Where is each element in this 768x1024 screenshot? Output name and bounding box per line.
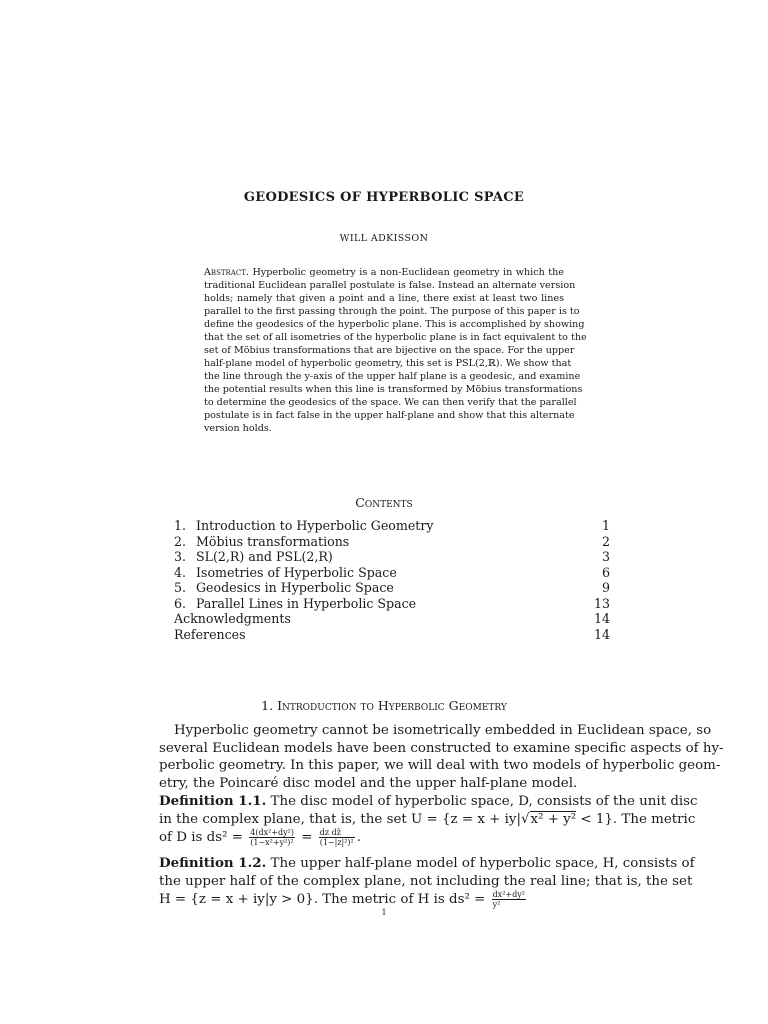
toc-entry[interactable] — [174, 518, 610, 534]
abstract-label: Abstract. — [204, 267, 249, 278]
definition-text: < 1}. The metric — [576, 811, 696, 827]
fraction-denominator: y² — [492, 900, 501, 909]
fraction-numerator: 4(dx²+dy²) — [250, 828, 294, 837]
intro-paragraph — [159, 722, 724, 792]
abstract-line: the potential results when this line is transformed by Möbius transformations — [204, 384, 583, 395]
table-of-contents — [174, 518, 610, 642]
abstract-line-1 — [204, 266, 564, 279]
definition-line: in the complex plane, that is, the set U = {z = x + iy|√x² + y² < 1}. The metric — [159, 811, 696, 827]
abstract-line: set of Möbius transformations that are bijective on the space. For the upper — [204, 345, 575, 356]
definition-label: Definition 1.1. — [159, 793, 267, 809]
abstract-line: that the set of all isometries of the hyperbolic plane is in fact equivalent to the — [204, 332, 587, 343]
toc-page: 14 — [593, 626, 610, 642]
paragraph-line: perbolic geometry. In this paper, we will deal with two models of hyperbolic geom- — [159, 758, 721, 773]
abstract-line: parallel to the first passing through the point. The purpose of this paper is to — [204, 306, 580, 317]
toc-page: 2 — [601, 533, 610, 549]
definition-text: = — [296, 830, 317, 845]
section-number: 1. — [261, 698, 274, 713]
abstract-line: postulate is in fact false in the upper half-plane and show that this alternate — [204, 410, 575, 421]
abstract-text: Hyperbolic geometry is a non-Euclidean geometry in which the — [252, 267, 564, 278]
toc-number: 2. — [174, 533, 187, 549]
toc-number: 1. — [174, 518, 187, 533]
fraction-denominator: (1−x²+y²)² — [250, 838, 294, 847]
toc-entry[interactable] — [174, 549, 610, 565]
toc-page: 14 — [593, 611, 610, 626]
toc-page: 9 — [601, 580, 610, 595]
author-name: WILL ADKISSON — [339, 233, 429, 244]
toc-title: References — [174, 626, 246, 642]
toc-title: SL(2,R) and PSL(2,R) — [196, 549, 333, 564]
fraction-denominator: (1−|z|²)² — [319, 838, 354, 847]
toc-number: 4. — [174, 564, 187, 580]
paragraph-line: several Euclidean models have been constructed to examine specific aspects of hy- — [159, 740, 724, 756]
definition-line — [159, 855, 695, 873]
metric-fraction — [492, 890, 526, 909]
definition-line: the upper half of the complex plane, not including the real line; that is, the set — [159, 873, 693, 889]
abstract-line: to determine the geodesics of the space. We can then verify that the parallel — [204, 397, 577, 408]
abstract-line: version holds. — [204, 423, 272, 434]
toc-title: Isometries of Hyperbolic Space — [196, 564, 397, 580]
definition-text: H = {z = x + iy|y > 0}. The metric of H is ds² = — [159, 892, 490, 907]
abstract-line: half-plane model of hyperbolic geometry, this set is PSL(2,ℝ). We show that — [204, 358, 572, 369]
toc-number: 3. — [174, 549, 187, 564]
definition-text: of D is ds² = — [159, 830, 248, 845]
definition-1-1 — [159, 793, 698, 847]
metric-fraction — [249, 828, 295, 847]
toc-entry[interactable] — [174, 565, 610, 581]
toc-page: 3 — [601, 549, 610, 564]
toc-page: 1 — [601, 518, 610, 533]
toc-entry[interactable] — [174, 534, 610, 550]
section-title: Introduction to Hyperbolic Geometry — [277, 698, 507, 713]
fraction-numerator: dz dz̄ — [319, 828, 355, 838]
toc-title: Geodesics in Hyperbolic Space — [196, 580, 394, 595]
definition-1-2 — [159, 855, 695, 909]
toc-number: 6. — [174, 595, 187, 611]
section-heading — [0, 698, 768, 713]
contents-heading: Contents — [355, 495, 413, 510]
sqrt-expression: x² + y² — [530, 811, 577, 827]
page-number: 1 — [381, 908, 387, 917]
toc-page: 6 — [601, 564, 610, 580]
toc-entry[interactable] — [174, 596, 610, 612]
toc-page: 13 — [593, 595, 610, 611]
definition-line — [159, 793, 698, 811]
toc-entry[interactable] — [174, 627, 610, 643]
definition-text: The upper half-plane model of hyperbolic space, H, consists of — [270, 856, 695, 871]
definition-text: . — [356, 830, 362, 845]
metric-fraction — [319, 828, 355, 847]
fraction-numerator: dx²+dy² — [492, 890, 525, 899]
toc-entry[interactable] — [174, 611, 610, 627]
paragraph-line: Hyperbolic geometry cannot be isometrically embedded in Euclidean space, so — [174, 723, 712, 738]
abstract-line: holds; namely that given a point and a line, there exist at least two lines — [204, 293, 564, 304]
definition-line — [159, 890, 610, 909]
toc-title: Möbius transformations — [196, 533, 350, 549]
definition-text: The disc model of hyperbolic space, D, consists of the unit disc — [270, 794, 698, 809]
abstract — [204, 266, 587, 435]
toc-entry[interactable] — [174, 580, 610, 596]
toc-title: Introduction to Hyperbolic Geometry — [196, 518, 434, 533]
abstract-line: define the geodesics of the hyperbolic plane. This is accomplished by showing — [204, 319, 585, 330]
paper-title: GEODESICS OF HYPERBOLIC SPACE — [243, 190, 525, 205]
definition-line — [159, 828, 610, 847]
toc-title: Acknowledgments — [174, 611, 291, 626]
abstract-line: the line through the y-axis of the upper half plane is a geodesic, and examine — [204, 371, 581, 382]
definition-label: Definition 1.2. — [159, 855, 267, 871]
toc-title: Parallel Lines in Hyperbolic Space — [196, 595, 417, 611]
definition-text: in the complex plane, that is, the set U = {z = x + iy| — [159, 811, 521, 827]
toc-number: 5. — [174, 580, 187, 595]
abstract-line: traditional Euclidean parallel postulate is false. Instead an alternate version — [204, 280, 576, 291]
paragraph-line: etry, the Poincaré disc model and the upper half-plane model. — [159, 775, 578, 791]
